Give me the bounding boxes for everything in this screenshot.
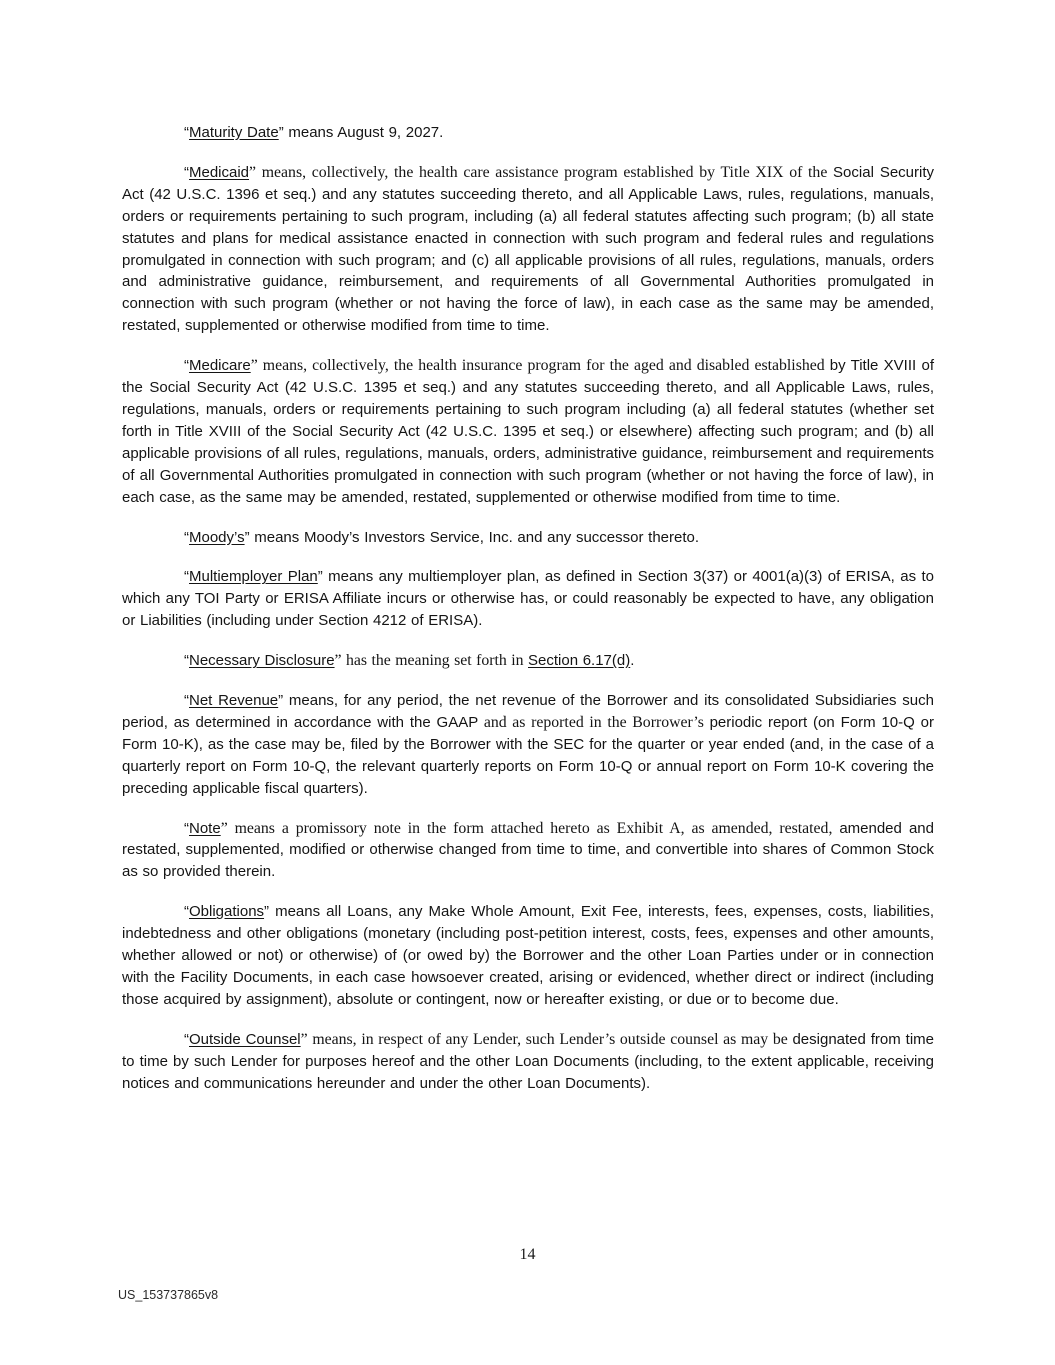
- document-body: [122, 122, 934, 1113]
- defined-term: Section 6.17(d): [528, 652, 631, 670]
- definition-paragraph: [122, 122, 934, 144]
- page-number: 14: [519, 1246, 536, 1263]
- text-run: by Title XVIII of the Social Security Act (42 U.S.C. 1395 et seq.) and any statutes succeeding thereto, and all Applicable Laws, rules, regulations, manuals, orders or requirements pertaining to such program including (a) all federal statutes (whether set forth in Title XVIII of the Social Security Act (42 U.S.C. 1395 et seq.) or elsewhere) affecting such program; and (b) all applicable provisions of all rules, regulations, manuals, orders, administrative guidance, reimbursement and requirements of all Governmental Authorities promulgated in connection with such program (whether or not having the force of law), in each case, as the same may be amended, restated, supplemented or otherwise modified from time to time.: [122, 357, 934, 506]
- text-run: and as reported in the Borrower’s: [483, 713, 710, 731]
- text-run: “: [184, 568, 189, 586]
- text-run: “: [184, 528, 189, 546]
- definition-paragraph: [122, 162, 934, 337]
- text-run: “: [184, 1030, 189, 1048]
- text-run: ” means, in respect of any Lender, such Lender’s outside counsel as may be: [300, 1030, 793, 1048]
- text-run: .: [630, 652, 635, 670]
- text-run: amended and restated, supplemented, modified or otherwise changed from time to time, and convertible into shares of Common Stock as so provided therein.: [122, 819, 934, 881]
- defined-term: Net Revenue: [189, 692, 279, 710]
- text-run: Social Security Act (42 U.S.C. 1396 et seq.) and any statutes succeeding thereto, and all Applicable Laws, rules, regulations, manuals, orders or requirements pertaining to such program, including (a) all federal statutes affecting such program; (b) all state statutes and plans for medical assistance enacted in connection with such program and federal rules and regulations promulgated in connection with such program; and (c) all applicable provisions of all rules, regulations, manuals, orders and administrative guidance, reimbursement, and requirements of all Governmental Authorities promulgated in connection with such program (whether or not having the force of law), in each case as the same may be amended, restated, supplemented or otherwise modified from time to time.: [122, 163, 934, 335]
- definition-paragraph: [122, 818, 934, 884]
- defined-term: Multiemployer Plan: [189, 568, 318, 586]
- definition-paragraph: [122, 901, 934, 1011]
- text-run: ” means all Loans, any Make Whole Amount, Exit Fee, interests, fees, expenses, costs, liabilities, indebtedness and other obligations (monetary (including post-petition interest, costs, fees, expenses and other amounts, whether allowed or not) or otherwise) of (or owed by) the Borrower and the other Loan Parties under or in connection with the Facility Documents, in each case howsoever created, arising or evidenced, whether direct or indirect (including those acquired by assignment), absolute or contingent, now or hereafter existing, or due or to become due.: [122, 903, 934, 1008]
- defined-term: Medicare: [189, 357, 251, 375]
- definition-paragraph: [122, 650, 934, 672]
- text-run: designated from time to time by such Lender for purposes hereof and the other Loan Documents (including, to the extent applicable, receiving notices and communications hereunder and under the other Loan Documents).: [122, 1030, 934, 1092]
- defined-term: Note: [189, 819, 221, 837]
- defined-term: Necessary Disclosure: [189, 652, 335, 670]
- definition-paragraph: [122, 355, 934, 508]
- text-run: “: [184, 357, 189, 375]
- definition-paragraph: [122, 566, 934, 632]
- text-run: “: [184, 124, 189, 141]
- text-run: ” means, for any period, the net revenue of the Borrower and its consolidated Subsidiaries such period, as determined in accordance with the GAAP: [122, 692, 934, 731]
- text-run: ” means, collectively, the health insurance program for the aged and disabled established: [250, 357, 830, 375]
- defined-term: Maturity Date: [189, 124, 279, 141]
- text-run: ” has the meaning set forth in: [334, 652, 528, 670]
- defined-term: Obligations: [189, 903, 265, 921]
- document-id-footer: US_153737865v8: [118, 1288, 219, 1302]
- definition-paragraph: [122, 1029, 934, 1095]
- defined-term: Outside Counsel: [189, 1030, 301, 1048]
- text-run: “: [184, 692, 189, 710]
- definition-paragraph: [122, 690, 934, 800]
- defined-term: Medicaid: [189, 163, 250, 181]
- text-run: periodic report (on Form 10-Q or Form 10-K), as the case may be, filed by the Borrower with the SEC for the quarter or year ended (and, in the case of a quarterly report on Form 10-Q, the relevant quarterly reports on Form 10-Q or annual report on Form 10-K covering the preceding applicable fiscal quarters).: [122, 713, 934, 797]
- text-run: ” means a promissory note in the form attached hereto as Exhibit A, as amended, restated,: [220, 819, 840, 837]
- text-run: “: [184, 903, 189, 921]
- text-run: ” means any multiemployer plan, as defined in Section 3(37) or 4001(a)(3) of ERISA, as to which any TOI Party or ERISA Affiliate incurs or otherwise has, or could reasonably be expected to have, any obligation or Liabilities (including under Section 4212 of ERISA).: [122, 568, 934, 630]
- text-run: ” means August 9, 2027.: [278, 124, 444, 141]
- text-run: “: [184, 652, 189, 670]
- text-run: ” means, collectively, the health care assistance program established by Title XIX of the: [249, 163, 834, 181]
- definition-paragraph: [122, 527, 934, 549]
- text-run: “: [184, 819, 189, 837]
- defined-term: Moody’s: [189, 528, 245, 546]
- text-run: ” means Moody’s Investors Service, Inc. and any successor thereto.: [244, 528, 700, 546]
- text-run: “: [184, 163, 189, 181]
